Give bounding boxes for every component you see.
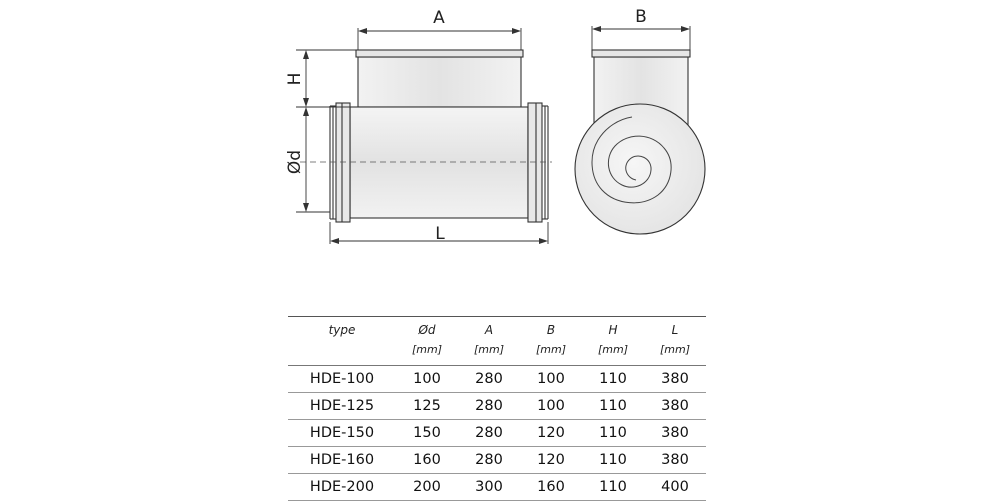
col-header-type: type: [288, 317, 396, 366]
cell-a: 280: [458, 393, 520, 420]
col-header-b: B [mm]: [520, 317, 582, 366]
table-row: [288, 393, 706, 420]
label-h: H: [285, 72, 305, 86]
table-row: [288, 447, 706, 474]
cell-b: 120: [520, 447, 582, 474]
cell-h: 110: [582, 447, 644, 474]
table-row: [288, 366, 706, 393]
cell-b: 100: [520, 366, 582, 393]
top-outlet-collar: [356, 50, 523, 57]
cell-l: 380: [644, 447, 706, 474]
dimension-b: [592, 26, 690, 50]
cell-b: 160: [520, 474, 582, 501]
cell-d: 160: [396, 447, 458, 474]
cell-a: 300: [458, 474, 520, 501]
left-flange: [336, 103, 350, 222]
cell-type: HDE-160: [288, 447, 396, 474]
cell-l: 380: [644, 420, 706, 447]
side-view: [575, 50, 705, 234]
dimension-h: [296, 50, 356, 107]
cell-l: 380: [644, 366, 706, 393]
cell-b: 100: [520, 393, 582, 420]
top-outlet: [358, 57, 521, 107]
label-b: B: [635, 7, 647, 27]
cell-l: 380: [644, 393, 706, 420]
table-row: [288, 474, 706, 501]
col-header-l: L [mm]: [644, 317, 706, 366]
cell-type: HDE-125: [288, 393, 396, 420]
side-outlet-collar: [592, 50, 690, 57]
duct-body: [350, 107, 528, 218]
cell-h: 110: [582, 474, 644, 501]
duct-end-disc: [575, 104, 705, 234]
cell-h: 110: [582, 393, 644, 420]
cell-h: 110: [582, 420, 644, 447]
cell-a: 280: [458, 420, 520, 447]
table-row: [288, 420, 706, 447]
table-header-row: [288, 317, 706, 366]
cell-d: 150: [396, 420, 458, 447]
specification-table: [288, 316, 706, 501]
cell-d: 200: [396, 474, 458, 501]
cell-h: 110: [582, 366, 644, 393]
col-header-d: Ød [mm]: [396, 317, 458, 366]
cell-d: 125: [396, 393, 458, 420]
label-d: Ød: [285, 149, 305, 175]
right-flange: [528, 103, 542, 222]
cell-l: 400: [644, 474, 706, 501]
cell-type: HDE-100: [288, 366, 396, 393]
cell-a: 280: [458, 366, 520, 393]
label-a: A: [433, 8, 445, 28]
cell-type: HDE-200: [288, 474, 396, 501]
label-l: L: [435, 224, 445, 244]
front-view: [300, 50, 552, 222]
cell-type: HDE-150: [288, 420, 396, 447]
col-header-a: A [mm]: [458, 317, 520, 366]
cell-a: 280: [458, 447, 520, 474]
cell-d: 100: [396, 366, 458, 393]
col-header-h: H [mm]: [582, 317, 644, 366]
cell-b: 120: [520, 420, 582, 447]
dimension-a: [358, 28, 521, 50]
